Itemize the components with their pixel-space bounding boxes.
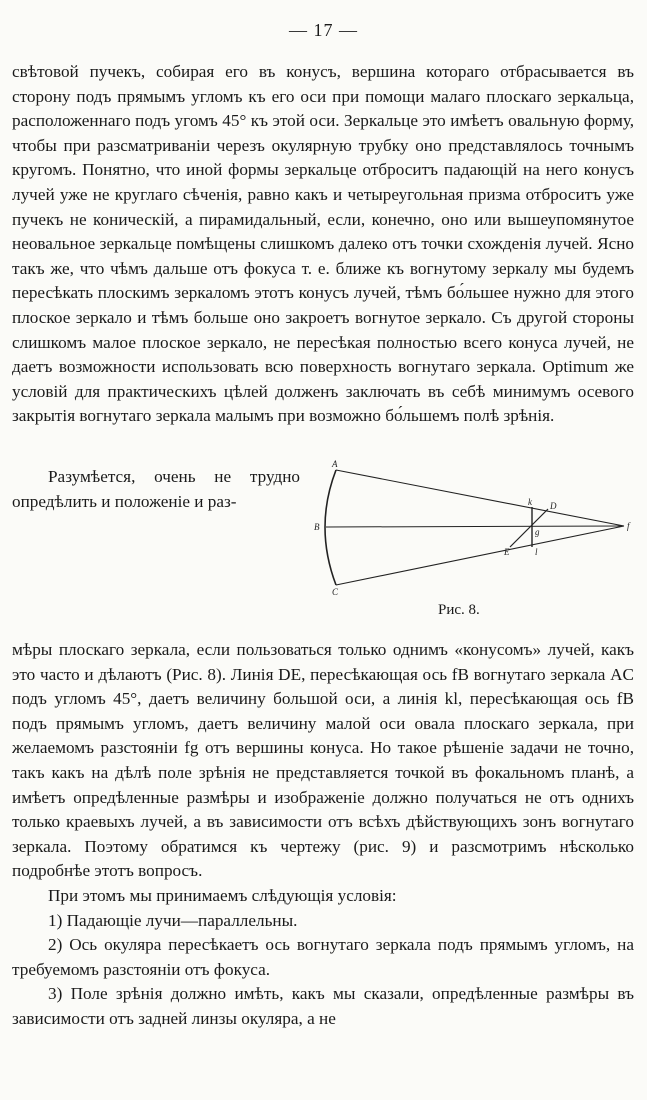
paragraph-conditions-intro: При этомъ мы принимаемъ слѣдующія условія: [48, 885, 397, 905]
condition-1: 1) Падающіе лучи—параллельны. [48, 910, 298, 930]
label-k: k [528, 497, 532, 507]
paragraph-side: Разумѣется, очень не трудно опредѣлить и положеніе и раз- [12, 467, 300, 511]
label-B: B [314, 522, 320, 532]
paragraph-top: свѣтовой пучекъ, собирая его въ конусъ, вершина котораго отбрасывается въ сторону подъ прямымъ угломъ къ его оси при помощи малаго плоскаго зеркальца, расположеннаго подъ угомъ 45° къ этой оси. Зеркальце это имѣетъ овальную форму, чтобы при разсматриваніи черезъ окулярную трубку оно представлялось точнымъ кругомъ. Понятно, что иной формы зеркальце отброситъ падающій на него конусъ лучей уже не круглаго сѣченія, равно какъ и четыреугольная призма отброситъ уже пучекъ не коническій, а пирамидальный, если, конечно, оно или вышеупомянутое неовальное зеркальце помѣщены слишкомъ далеко отъ точки схожденія лучей. Ясно такъ же, что чѣмъ дальше отъ фокуса т. е. ближе къ вогнутому зеркалу мы будемъ пересѣкать плоскимъ зеркаломъ этотъ конусъ лучей, тѣмъ бо́льшее нужно для этого плоское зеркало и тѣмъ больше оно закроетъ вогнутое зеркало. Съ другой стороны слишкомъ малое плоское зеркало, не пересѣкая полностью всего конуса лучей, не даетъ возможности использовать всю поверхность вогнутаго зеркала. Optimum же условій для практическихъ цѣлей долженъ заключать въ себѣ минимумъ осевого закрытія вогнутаго зеркала малымъ при возможно бо́льшемъ полѣ зрѣнія. [12, 62, 634, 426]
axis-fB [326, 526, 624, 527]
ray-lower [336, 526, 624, 585]
figure-caption: Рис. 8. [438, 602, 480, 618]
condition-2: 2) Ось окуляра пересѣкаетъ ось вогнутаго зеркала подъ прямымъ угломъ, на требуемомъ разстояніи отъ фокуса. [12, 935, 634, 979]
label-f: f [627, 521, 630, 531]
text-bottom [12, 638, 634, 1032]
label-g: g [535, 527, 540, 537]
label-A: A [332, 459, 338, 469]
paragraph-rest: мѣры плоскаго зеркала, если пользоваться только однимъ «конусомъ» лучей, какъ это часто и дѣлаютъ (Рис. 8). Линія DE, пересѣкающая ось fB вогнутаго зеркала AC подъ угломъ 45°, даетъ величину большой оси, а линія kl, пересѣкающая ось fB подъ прямымъ угломъ, даетъ величину малой оси овала плоскаго зеркала, при желаемомъ разстояніи fg отъ вершины конуса. Но такое рѣшеніе задачи не точно, такъ какъ на дѣлѣ поле зрѣнія не представляется точкой въ фокальномъ планѣ, а имѣетъ опредѣленные размѣры и изображеніе должно получаться не отъ однихъ только краевыхъ лучей, а въ зависимости отъ всѣхъ дѣйствующихъ зонъ вогнутаго зеркала. Поэтому обратимся къ чертежу (рис. 9) и разсмотримъ нѣсколько подробнѣе этотъ вопросъ. [12, 640, 634, 881]
ray-upper [336, 470, 624, 526]
mirror-diagram [306, 455, 636, 605]
line-DE [510, 509, 548, 547]
label-E: E [504, 547, 510, 557]
concave-mirror-arc [325, 470, 336, 585]
page-number: — 17 — [289, 20, 358, 40]
label-l: l [535, 547, 538, 557]
label-D: D [550, 501, 557, 511]
condition-3: 3) Поле зрѣнія должно имѣть, какъ мы сказали, опредѣленные размѣры въ зависимости отъ задней линзы окуляра, а не [12, 984, 634, 1028]
label-C: C [332, 587, 339, 597]
